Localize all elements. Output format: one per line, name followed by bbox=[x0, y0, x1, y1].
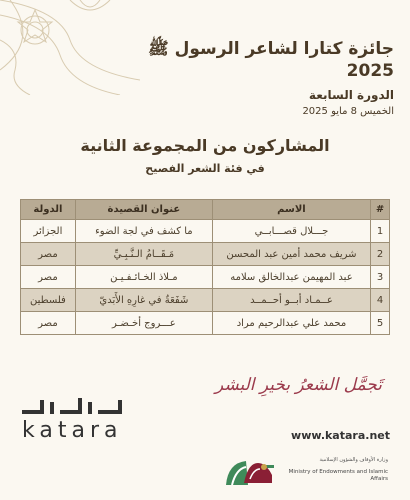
website-link[interactable]: www.katara.net bbox=[291, 429, 390, 442]
category-subtitle: في فئة الشعر الفصيح bbox=[145, 162, 265, 175]
cell-poem: شَفَعَةٌ في غارِهِ الأَبَديّ bbox=[75, 289, 212, 312]
katara-logo[interactable] bbox=[20, 396, 160, 441]
cell-num: 5 bbox=[371, 312, 390, 335]
table-header-row bbox=[21, 200, 390, 220]
table-row bbox=[21, 312, 390, 335]
cell-name: شريف محمد أمين عبد المحسن bbox=[212, 243, 370, 266]
cell-num: 4 bbox=[371, 289, 390, 312]
header-num: # bbox=[371, 200, 390, 220]
header-name: الاسم bbox=[212, 200, 370, 220]
cell-name: جـــلال قصـــابــي bbox=[212, 220, 370, 243]
header-poem: عنوان القصيدة bbox=[75, 200, 212, 220]
cell-num: 1 bbox=[371, 220, 390, 243]
table-row bbox=[21, 266, 390, 289]
edition-label: الدورة السابعة bbox=[308, 88, 394, 102]
ministry-logo bbox=[238, 457, 388, 495]
award-title: جائزة كتارا لشاعر الرسول ﷺ 2025 bbox=[148, 39, 394, 81]
table-row bbox=[21, 243, 390, 266]
cell-country: مصر bbox=[21, 266, 76, 289]
cell-poem: مـلاذ الخـائـفـيـن bbox=[75, 266, 212, 289]
header bbox=[124, 38, 394, 117]
cell-country: مصر bbox=[21, 243, 76, 266]
cell-poem: مَـقَــامُ الـنَّـبِـيِّ bbox=[75, 243, 212, 266]
ornament-pattern bbox=[0, 0, 140, 95]
slogan: تَجمَّل الشعرُ بخيرِ البشر bbox=[214, 375, 382, 395]
section-title: المشاركون من المجموعة الثانية bbox=[80, 136, 330, 155]
cell-poem: عـــروج أخـضـر bbox=[75, 312, 212, 335]
cell-name: عبد المهيمن عبدالخالق سلامه bbox=[212, 266, 370, 289]
table-row bbox=[21, 220, 390, 243]
participants-table bbox=[20, 199, 390, 335]
cell-num: 2 bbox=[371, 243, 390, 266]
cell-country: فلسطين bbox=[21, 289, 76, 312]
cell-country: مصر bbox=[21, 312, 76, 335]
cell-name: عــمـاد أبــو أحــمــد bbox=[212, 289, 370, 312]
footer-logos bbox=[0, 455, 410, 500]
katara-wordmark: katara bbox=[22, 418, 123, 443]
katara-arabic-logo-icon bbox=[20, 396, 140, 418]
ministry-emblem-icon bbox=[242, 459, 276, 487]
ministry-name-ar: وزارة الأوقاف والشؤون الإسلامية bbox=[319, 457, 388, 463]
ministry-name-en: Ministry of Endowments and Islamic Affairs bbox=[288, 469, 388, 482]
cell-country: الجزائر bbox=[21, 220, 76, 243]
cell-name: محمد علي عبدالرحيم مراد bbox=[212, 312, 370, 335]
cell-num: 3 bbox=[371, 266, 390, 289]
table-row bbox=[21, 289, 390, 312]
header-country: الدولة bbox=[21, 200, 76, 220]
cell-poem: ما كشف في لجة الضوء bbox=[75, 220, 212, 243]
event-date: الخميس 8 مايو 2025 bbox=[302, 106, 394, 117]
